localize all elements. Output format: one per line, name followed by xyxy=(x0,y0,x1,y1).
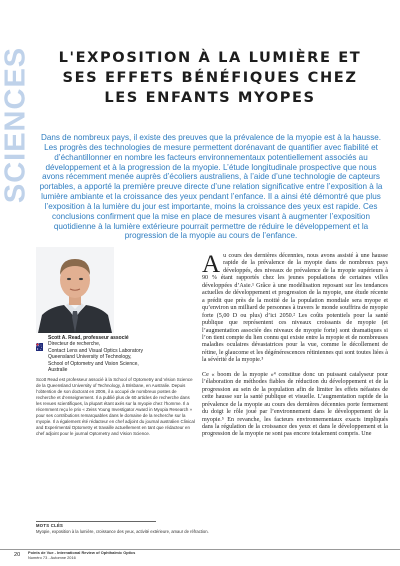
article-body xyxy=(202,253,388,439)
drop-cap: A xyxy=(202,251,221,278)
author-affiliation-line: Directeur de recherche, xyxy=(48,341,101,348)
author-photo xyxy=(36,247,114,333)
keywords-text: Myopie, exposition à la lumière, croissance des yeux, activité extérieure, amaur de réfraction. xyxy=(36,529,209,534)
article-title xyxy=(30,48,390,108)
journal-issue: Numéro 73 - Automne 2016 xyxy=(28,554,76,560)
body-paragraph-1-text: u cours des dernières décennies, nous avons assisté à une hausse rapide de la prévalence de la myopie dans de nombreux pays développés, des niveaux de prévalence de la myopie supérieurs à 90 % étant rapportés chez les jeunes populations de certaines villes développées d’Asie.¹ Grâce à une modélisation reposant sur les tendances actuelles de développement et progression de la myopie, une étude récente a prédit que près de la moitié de la population mondiale sera myope et qu’environ un milliard de personnes à travers le monde souffrira de myopie forte (5,00 D ou plus) d’ici 2050.² Les coûts potentiels pour la santé publique que représentent ces niveaux croissants de myopie (et l’augmentation associée des niveaux de myopie forte) sont dramatiques si l’on tient compte du lien connu qui existe entre la myopie et de nombreuses maladies oculaires dévastatrices pour la vue, comme le décollement de rétine, le glaucome et les dégénérescences rétiniennes qui sont toutes liées à la sévérité de la myopie.³ xyxy=(202,253,388,364)
body-paragraph-1 xyxy=(202,253,388,365)
journal-name: Points de Vue - International Review of Ophthalmic Optics xyxy=(28,550,136,555)
author-name: Scott A. Read, professeur associé xyxy=(48,335,129,341)
author-affiliation-line: Australie xyxy=(48,367,68,374)
keywords-heading: MOTS CLÉS xyxy=(36,523,64,528)
author-bio: Scott Read est professeur associé à la School of Optometry and Vision Science de la Queensland University of Technology, à Brisbane, en Australie. Depuis l’obtention de son doctorat en 2006, il a occupé de nombreux postes de recherche et d’enseignement. Il a publié plus de 60 articles de recherche dans les revues scientifiques, la plupart étant axés sur la myopie chez l’homme. Il a récemment reçu le prix « Zeiss Young Investigator Award in Myopia Research » pour ses contributions remarquables dans le domaine de la recherche sur la myopie. Il a également été rédacteur en chef adjoint du journal australien Clinical and Experimental Optometry et travaille actuellement en tant que rédacteur en chef adjoint pour le journal Optometry and Vision Science. xyxy=(36,377,195,437)
section-label xyxy=(2,30,30,220)
author-affiliation-line: Queensland University of Technology, xyxy=(48,354,132,361)
australia-flag-icon xyxy=(36,338,43,346)
author-info xyxy=(48,335,198,373)
keywords-divider xyxy=(36,521,156,522)
article-intro: Dans de nombreux pays, il existe des preuves que la prévalence de la myopie est à la hausse. Les progrès des technologies de mesure permettent dorénavant de quantifier avec fiabilité et d’échantillonner en nombre les facteurs environnementaux potentiellement associés au développement et à la progression de la myopie. L’étude longitudinale prospective que nous avons récemment menée auprès d’écoliers australiens, à l’aide d’une technologie de capteurs portables, a apporté la première preuve directe d’une relation significative entre l’exposition à la lumière ambiante et la croissance des yeux pendant l’enfance. Il a ainsi été démontré que plus l’exposition à la lumière du jour est importante, moins la croissance des yeux est rapide. Ces conclusions confirment que la mise en place de mesures visant à augmenter l’exposition quotidienne à la lumière extérieure pourrait permettre de réduire le développement et la progression de la myopie au cours de l’enfance. xyxy=(39,133,383,241)
article-title-line: LES ENFANTS MYOPES xyxy=(104,89,316,106)
page-number: 20 xyxy=(14,552,21,558)
author-affiliation-line: Contact Lens and Visual Optics Laboratory xyxy=(48,347,143,354)
section-label-text: SCIENCES xyxy=(0,46,32,204)
article-title-line: SES EFFETS BÉNÉFIQUES CHEZ xyxy=(62,69,358,86)
article-title-line: L'EXPOSITION À LA LUMIÈRE ET xyxy=(58,49,362,66)
author-affiliation-line: School of Optometry and Vision Science, xyxy=(48,360,139,367)
journal-info xyxy=(28,551,135,560)
body-paragraph-2: Ce « boom de la myopie »⁴ constitue donc un puissant catalyseur pour l’élaboration de méthodes fiables de réduction du développement et de la progression au sein de la population afin de limiter les effets néfastes de cette hausse sur la santé publique et visuelle. L’augmentation rapide de la prévalence de la myopie au cours des dernières décennies porte fermement du doigt le rôle joué par l’environnement dans le développement de la myopie.⁵ En revanche, les facteurs environnementaux exacts impliqués dans la régulation de la croissance des yeux et dans le développement et la progression de la myopie ne sont pas encore totalement compris. Une xyxy=(202,371,388,438)
author-portrait-icon xyxy=(36,247,114,333)
